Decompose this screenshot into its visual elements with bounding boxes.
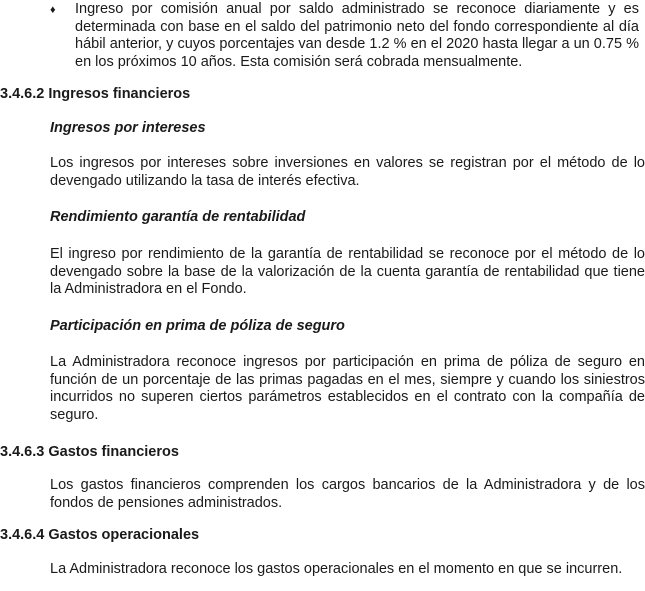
- paragraph-gastos-financieros: Los gastos financieros comprenden los cargos bancarios de la Administradora y de los fondos de pensiones administrados.: [50, 477, 645, 511]
- paragraph-ingresos-por-intereses: Los ingresos por intereses sobre inversiones en valores se registran por el método de lo devengado utilizando la tasa de interés efectiva.: [50, 155, 645, 189]
- section-title: Gastos operacionales: [48, 527, 200, 543]
- section-heading-gastos-financieros: [0, 444, 179, 462]
- commission-bullet-text: Ingreso por comisión anual por saldo administrado se reconoce diariamente y es determinada con base en el saldo del patrimonio neto del fondo correspondiente al día hábil anterior, y cuyos porcentajes van desde 1.2 % en el 2020 hasta llegar a un 0.75 % en los próximos 10 años. Esta comisión será cobrada mensualmente.: [75, 1, 639, 70]
- section-title: Ingresos financieros: [48, 86, 191, 102]
- section-heading-gastos-operacionales: [0, 527, 199, 545]
- subheading-ingresos-por-intereses: Ingresos por intereses: [50, 120, 206, 136]
- subheading-rendimiento-garantia: Rendimiento garantía de rentabilidad: [50, 209, 306, 225]
- section-title: Gastos financieros: [48, 444, 179, 460]
- section-number: 3.4.6.3: [0, 444, 45, 460]
- section-number: 3.4.6.2: [0, 86, 45, 102]
- paragraph-gastos-operacionales: La Administradora reconoce los gastos operacionales en el momento en que se incurren.: [50, 561, 623, 577]
- paragraph-rendimiento-garantia: El ingreso por rendimiento de la garantía de rentabilidad se reconoce por el método de lo devengado sobre la base de la valorización de la cuenta garantía de rentabilidad que tiene la Administradora en el Fondo.: [50, 246, 645, 297]
- section-number: 3.4.6.4: [0, 527, 45, 543]
- subheading-participacion-prima: Participación en prima de póliza de seguro: [50, 318, 345, 334]
- paragraph-participacion-prima: La Administradora reconoce ingresos por participación en prima de póliza de seguro en función de un porcentaje de las primas pagadas en el mes, siempre y cuando los siniestros incurridos no superen ciertos parámetros establecidos en el contrato con la compañía de seguro.: [50, 354, 645, 423]
- section-heading-ingresos-financieros: [0, 86, 190, 104]
- diamond-bullet-icon: ♦: [50, 4, 56, 16]
